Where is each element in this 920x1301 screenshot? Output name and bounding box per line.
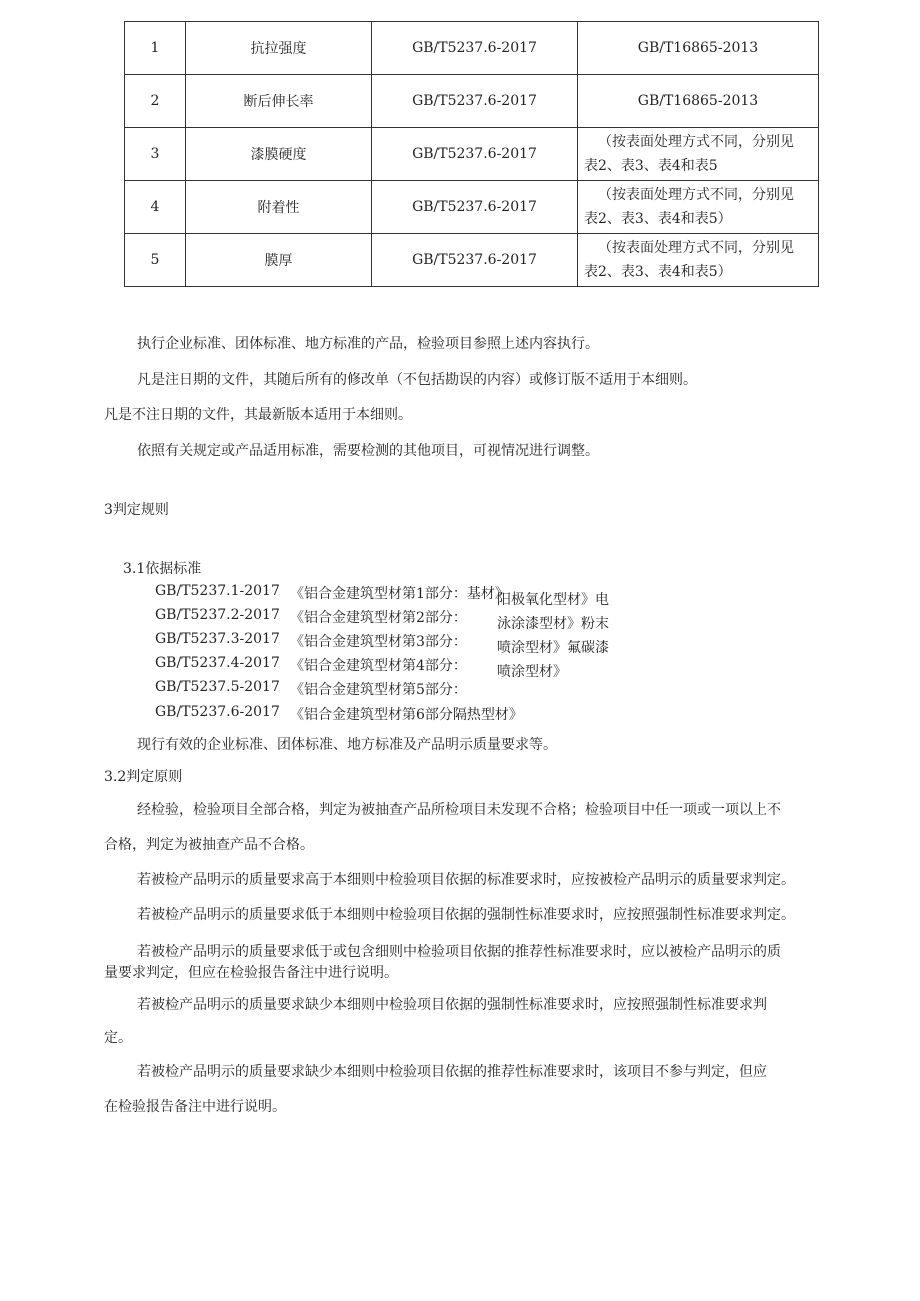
item-name: 抗拉强度 bbox=[186, 22, 372, 75]
judgment-standard bbox=[578, 181, 819, 234]
standard-name-overflow: 喷涂型材》氟碳漆 bbox=[497, 640, 609, 656]
principle-paragraph: 若被检产品明示的质量要求低于本细则中检验项目依据的强制性标准要求时，应按照强制性标准要求判定。 bbox=[137, 907, 795, 923]
test-method: GB/T5237.6-2017 bbox=[372, 181, 578, 234]
standard-line: 表2、表3、表4和表5） bbox=[584, 211, 732, 227]
standard-name: 《铝合金建筑型材第1部分：基材》 bbox=[290, 586, 509, 602]
standard-line: 表2、表3、表4和表5 bbox=[584, 158, 718, 174]
standard-name: 《铝合金建筑型材第3部分： bbox=[290, 634, 467, 650]
row-number: 5 bbox=[125, 234, 186, 287]
principle-paragraph: 合格，判定为被抽查产品不合格。 bbox=[104, 837, 314, 853]
paragraph-enterprise-standards: 执行企业标准、团体标准、地方标准的产品，检验项目参照上述内容执行。 bbox=[137, 336, 599, 352]
paragraph-undated-documents: 凡是不注日期的文件，其最新版本适用于本细则。 bbox=[104, 407, 412, 423]
standard-line: （按表面处理方式不同，分别见 bbox=[598, 240, 794, 256]
principle-paragraph: 在检验报告备注中进行说明。 bbox=[104, 1099, 286, 1115]
standard-name: 《铝合金建筑型材第2部分： bbox=[290, 610, 467, 626]
item-name: 膜厚 bbox=[186, 234, 372, 287]
principle-paragraph: 量要求判定，但应在检验报告备注中进行说明。 bbox=[104, 965, 398, 981]
row-number: 3 bbox=[125, 128, 186, 181]
judgment-standard bbox=[578, 234, 819, 287]
standard-code: GB/T5237.4-2017 bbox=[155, 655, 280, 671]
standard-code: GB/T5237.1-2017 bbox=[155, 583, 280, 599]
test-method: GB/T5237.6-2017 bbox=[372, 75, 578, 128]
standard-name: 《铝合金建筑型材第6部分隔热型材》 bbox=[290, 707, 523, 723]
paragraph-other-items: 依照有关规定或产品适用标准，需要检测的其他项目，可视情况进行调整。 bbox=[137, 443, 599, 459]
row-number: 1 bbox=[125, 22, 186, 75]
standard-line: GB/T16865-2013 bbox=[637, 93, 759, 109]
subsection-title-basis-standards: 3.1依据标准 bbox=[123, 561, 202, 577]
standard-line: （按表面处理方式不同，分别见 bbox=[598, 187, 794, 203]
principle-paragraph: 经检验，检验项目全部合格，判定为被抽查产品所检项目未发现不合格；检验项目中任一项或一项以上不 bbox=[137, 802, 781, 818]
judgment-standard bbox=[578, 128, 819, 181]
standard-line: 表2、表3、表4和表5） bbox=[584, 264, 732, 280]
principle-paragraph: 若被检产品明示的质量要求低于或包含细则中检验项目依据的推荐性标准要求时，应以被检产品明示的质 bbox=[137, 944, 781, 960]
item-name: 漆膜硬度 bbox=[186, 128, 372, 181]
table-row bbox=[125, 22, 819, 75]
standard-name-overflow: 阳极氧化型材》电 bbox=[497, 592, 609, 608]
table-row bbox=[125, 234, 819, 287]
standard-code: GB/T5237.6-2017 bbox=[155, 704, 280, 720]
test-method: GB/T5237.6-2017 bbox=[372, 128, 578, 181]
principle-paragraph: 若被检产品明示的质量要求高于本细则中检验项目依据的标准要求时，应按被检产品明示的质量要求判定。 bbox=[137, 872, 795, 888]
standard-code: GB/T5237.5-2017 bbox=[155, 679, 280, 695]
standard-name: 《铝合金建筑型材第4部分： bbox=[290, 658, 467, 674]
principle-paragraph: 若被检产品明示的质量要求缺少本细则中检验项目依据的推荐性标准要求时，该项目不参与判定，但应 bbox=[137, 1064, 767, 1080]
subsection-title-judgment-principles: 3.2判定原则 bbox=[104, 769, 183, 785]
standard-name: 《铝合金建筑型材第5部分： bbox=[290, 682, 467, 698]
standard-name-overflow: 泳涂漆型材》粉末 bbox=[497, 616, 609, 632]
item-name: 断后伸长率 bbox=[186, 75, 372, 128]
judgment-standard bbox=[578, 75, 819, 128]
standard-name-overflow: 喷涂型材》 bbox=[497, 664, 567, 680]
basis-standards-footer: 现行有效的企业标准、团体标准、地方标准及产品明示质量要求等。 bbox=[137, 737, 557, 753]
test-method: GB/T5237.6-2017 bbox=[372, 22, 578, 75]
standard-line: （按表面处理方式不同，分别见 bbox=[598, 134, 794, 150]
paragraph-dated-documents: 凡是注日期的文件，其随后所有的修改单（不包括勘误的内容）或修订版不适用于本细则。 bbox=[137, 372, 697, 388]
standard-code: GB/T5237.3-2017 bbox=[155, 631, 280, 647]
table-row bbox=[125, 181, 819, 234]
standard-line: GB/T16865-2013 bbox=[637, 40, 759, 56]
principle-paragraph: 定。 bbox=[104, 1030, 132, 1046]
table-row bbox=[125, 75, 819, 128]
item-name: 附着性 bbox=[186, 181, 372, 234]
table-row bbox=[125, 128, 819, 181]
judgment-standard bbox=[578, 22, 819, 75]
standard-code: GB/T5237.2-2017 bbox=[155, 607, 280, 623]
inspection-items-table bbox=[124, 21, 819, 287]
section-title-judgment-rules: 3判定规则 bbox=[104, 502, 169, 518]
row-number: 2 bbox=[125, 75, 186, 128]
row-number: 4 bbox=[125, 181, 186, 234]
test-method: GB/T5237.6-2017 bbox=[372, 234, 578, 287]
principle-paragraph: 若被检产品明示的质量要求缺少本细则中检验项目依据的强制性标准要求时，应按照强制性标准要求判 bbox=[137, 997, 767, 1013]
